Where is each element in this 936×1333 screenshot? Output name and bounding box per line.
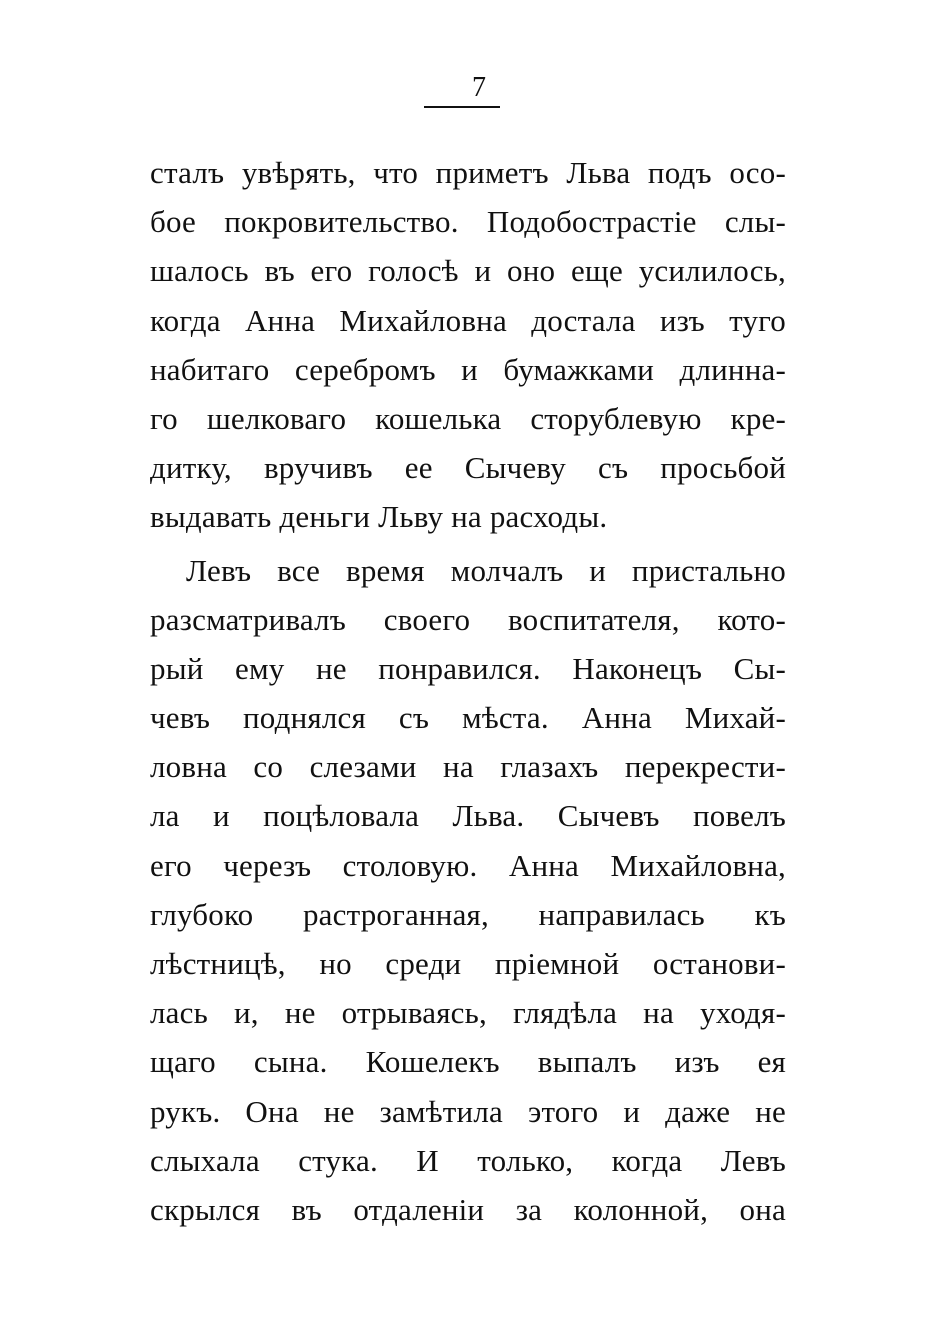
text-line: бое покровительство. Подобострастіе слы- (150, 204, 786, 240)
text-line: чевъ поднялся съ мѣста. Анна Михай- (150, 700, 786, 736)
text-line: глубоко растроганная, направилась къ (150, 896, 786, 932)
text-line: набитаго серебромъ и бумажками длинна- (150, 351, 786, 387)
text-line: рый ему не понравился. Наконецъ Сы- (150, 650, 786, 686)
text-line: лась и, не отрываясь, глядѣла на уходя- (150, 995, 786, 1031)
page-number: 7 (472, 72, 486, 103)
text-line: Левъ все время молчалъ и пристально (186, 552, 786, 588)
paragraph (150, 546, 786, 1235)
text-line: скрылся въ отдаленіи за колонной, она (150, 1191, 786, 1227)
text-line: рукъ. Она не замѣтила этого и даже не (150, 1093, 786, 1129)
text-line: когда Анна Михайловна достала изъ туго (150, 302, 786, 338)
text-line: ла и поцѣловала Льва. Сычевъ повелъ (150, 798, 786, 834)
body-text (150, 148, 786, 1234)
text-line: его черезъ столовую. Анна Михайловна, (150, 847, 786, 883)
text-line: выдавать деньги Льву на расходы. (150, 499, 608, 535)
text-line: слыхала стука. И только, когда Левъ (150, 1142, 786, 1178)
text-line: ловна со слезами на глазахъ перекрести- (150, 749, 786, 785)
text-line: сталъ увѣрять, что приметъ Льва подъ осо- (150, 155, 786, 190)
text-line: шалось въ его голосѣ и оно еще усилилось, (150, 253, 786, 289)
text-line: лѣстницѣ, но среди пріемной останови- (150, 946, 786, 981)
text-line: щаго сына. Кошелекъ выпалъ изъ ея (150, 1044, 786, 1080)
paragraph (150, 148, 786, 542)
text-line: го шелковаго кошелька сторублевую кре- (150, 400, 786, 436)
text-line: дитку, вручивъ ее Сычеву съ просьбой (150, 450, 786, 486)
page-number-rule (424, 106, 500, 108)
text-line: разсматривалъ своего воспитателя, кото- (150, 601, 786, 637)
